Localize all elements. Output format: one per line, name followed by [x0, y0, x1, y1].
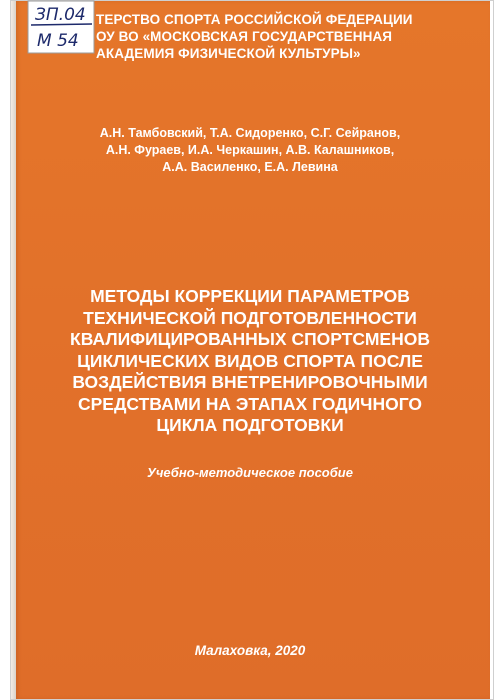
title-line: МЕТОДЫ КОРРЕКЦИИ ПАРАМЕТРОВ: [90, 286, 410, 306]
library-call-number-sticker: [0, 0, 108, 58]
call-number-line-1: ЗП.04: [35, 5, 86, 25]
authors-line: А.Н. Тамбовский, Т.А. Сидоренко, С.Г. Сейранов,: [99, 126, 401, 140]
ministry-line: ОУ ВО «МОСКОВСКАЯ ГОСУДАРСТВЕННАЯ: [96, 29, 393, 44]
ministry-line: ТЕРСТВО СПОРТА РОССИЙСКОЙ ФЕДЕРАЦИИ: [96, 12, 413, 27]
place-and-year: Малаховка, 2020: [194, 643, 306, 658]
book-title: [24, 286, 476, 437]
call-number-line-2: М 54: [37, 31, 79, 51]
title-line: ВОЗДЕЙСТВИЯ ВНЕТРЕНИРОВОЧНЫМИ: [72, 372, 428, 392]
title-line: СРЕДСТВАМИ НА ЭТАПАХ ГОДИЧНОГО: [77, 393, 423, 414]
title-line: ТЕХНИЧЕСКОЙ ПОДГОТОВЛЕННОСТИ: [83, 307, 417, 328]
ministry-header: [96, 11, 476, 62]
authors-line: А.Н. Фураев, И.А. Черкашин, А.В. Калашников,: [105, 143, 395, 157]
title-line: ЦИКЛИЧЕСКИХ ВИДОВ СПОРТА ПОСЛЕ: [77, 350, 423, 371]
ministry-line: АКАДЕМИЯ ФИЗИЧЕСКОЙ КУЛЬТУРЫ»: [96, 46, 361, 61]
title-line: КВАЛИФИЦИРОВАННЫХ СПОРТСМЕНОВ: [70, 329, 430, 349]
authors-line: А.А. Василенко, Е.А. Левина: [162, 160, 338, 174]
title-line: ЦИКЛА ПОДГОТОВКИ: [156, 415, 344, 435]
cover-spine-edge: [10, 0, 16, 700]
authors-block: [30, 125, 470, 176]
book-subtitle: Учебно-методическое пособие: [147, 465, 353, 480]
